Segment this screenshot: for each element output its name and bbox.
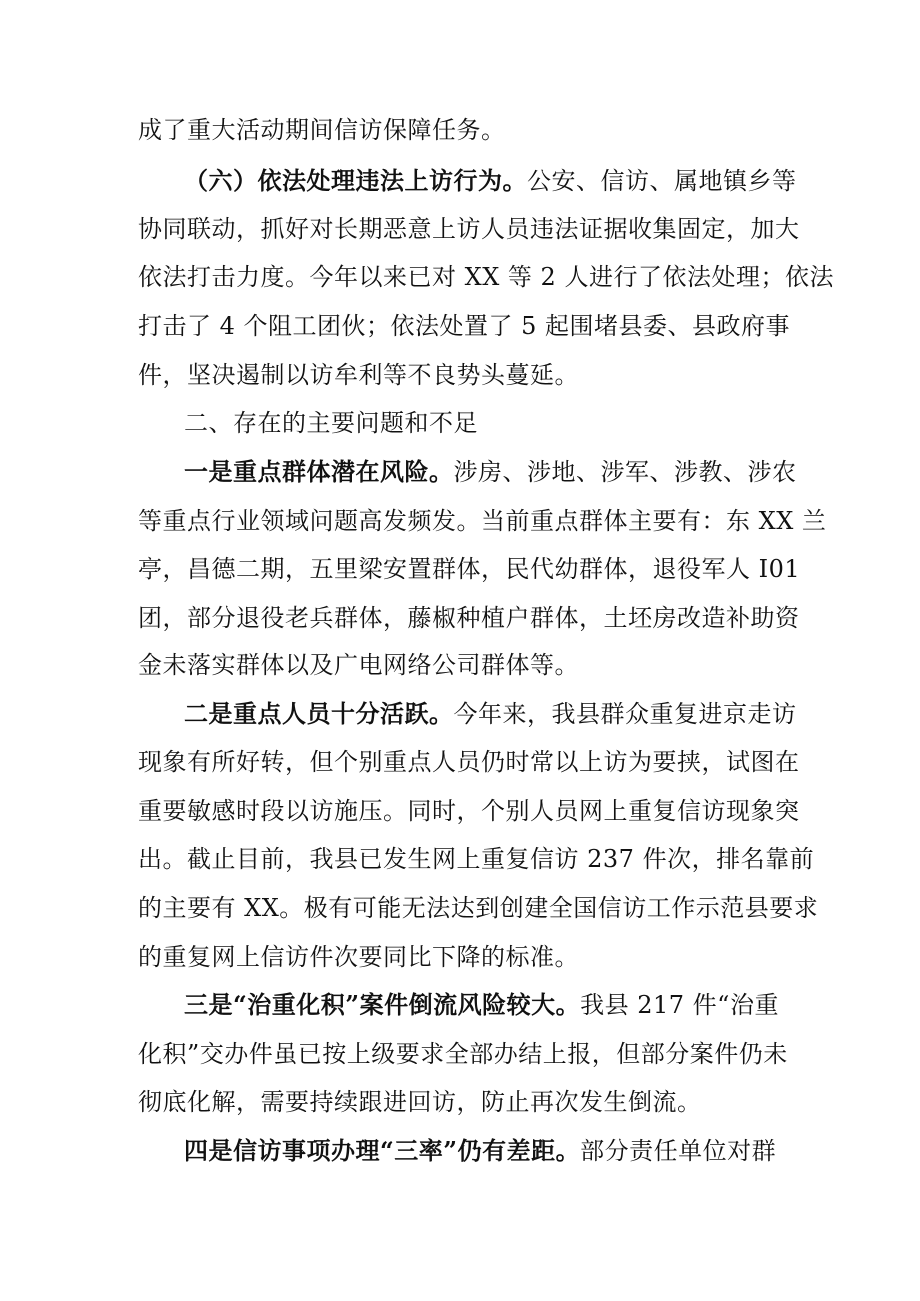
bold-heading: 三是“治重化积”案件倒流风险较大。 [184,990,581,1019]
bold-heading: 二是重点人员十分活跃。 [184,699,454,728]
paragraph-line [184,699,797,729]
paragraph-line: 化积”交办件虽已按上级要求全部办结上报，但部分案件仍未 [138,1040,788,1068]
paragraph-line: 打击了 4 个阻工团伙；依法处置了 5 起围堵县委、县政府事 [138,312,791,340]
paragraph-line: 依法打击力度。今年以来已对 XX 等 2 人进行了依法处理；依法 [138,263,834,291]
paragraph-line: 重要敏感时段以访施压。同时，个别人员网上重复信访现象突 [138,797,800,825]
paragraph-text: 部分责任单位对群 [580,1137,777,1165]
paragraph-line [184,457,797,487]
paragraph-line [184,990,779,1020]
paragraph-text: 公安、信访、属地镇乡等 [527,167,797,195]
paragraph-line [184,166,797,196]
section-heading: 二、存在的主要问题和不足 [184,409,478,437]
paragraph-line: 件，坚决遏制以访牟利等不良势头蔓延。 [138,361,579,389]
paragraph-line [184,1136,776,1166]
bold-heading: 一是重点群体潜在风险。 [184,457,454,486]
paragraph-line: 现象有所好转，但个别重点人员仍时常以上访为要挟，试图在 [138,748,800,776]
paragraph-text: 涉房、涉地、涉军、涉教、涉农 [453,458,797,486]
paragraph-text: 我县 217 件“治重 [580,991,779,1019]
paragraph-line: 的主要有 XX。极有可能无法达到创建全国信访工作示范县要求 [138,894,819,922]
paragraph-line: 的重复网上信访件次要同比下降的标准。 [138,943,579,971]
paragraph-line: 出。截止目前，我县已发生网上重复信访 237 件次，排名靠前 [138,845,815,873]
paragraph-line: 金未落实群体以及广电网络公司群体等。 [138,651,579,679]
paragraph-line: 协同联动，抓好对长期恶意上访人员违法证据收集固定，加大 [138,215,800,243]
bold-heading: （六）依法处理违法上访行为。 [184,166,527,195]
paragraph-text: 今年来，我县群众重复进京走访 [453,700,797,728]
paragraph-line: 成了重大活动期间信访保障任务。 [138,116,506,144]
paragraph-line: 团，部分退役老兵群体，藤椒种植户群体，土坯房改造补助资 [138,604,800,632]
paragraph-line: 等重点行业领域问题高发频发。当前重点群体主要有：东 XX 兰 [138,507,827,535]
bold-heading: 四是信访事项办理“三率”仍有差距。 [184,1136,581,1165]
paragraph-line: 亭，昌德二期，五里梁安置群体，民代幼群体，退役军人 I01 [138,555,801,583]
paragraph-line: 彻底化解，需要持续跟进回访，防止再次发生倒流。 [138,1088,702,1116]
